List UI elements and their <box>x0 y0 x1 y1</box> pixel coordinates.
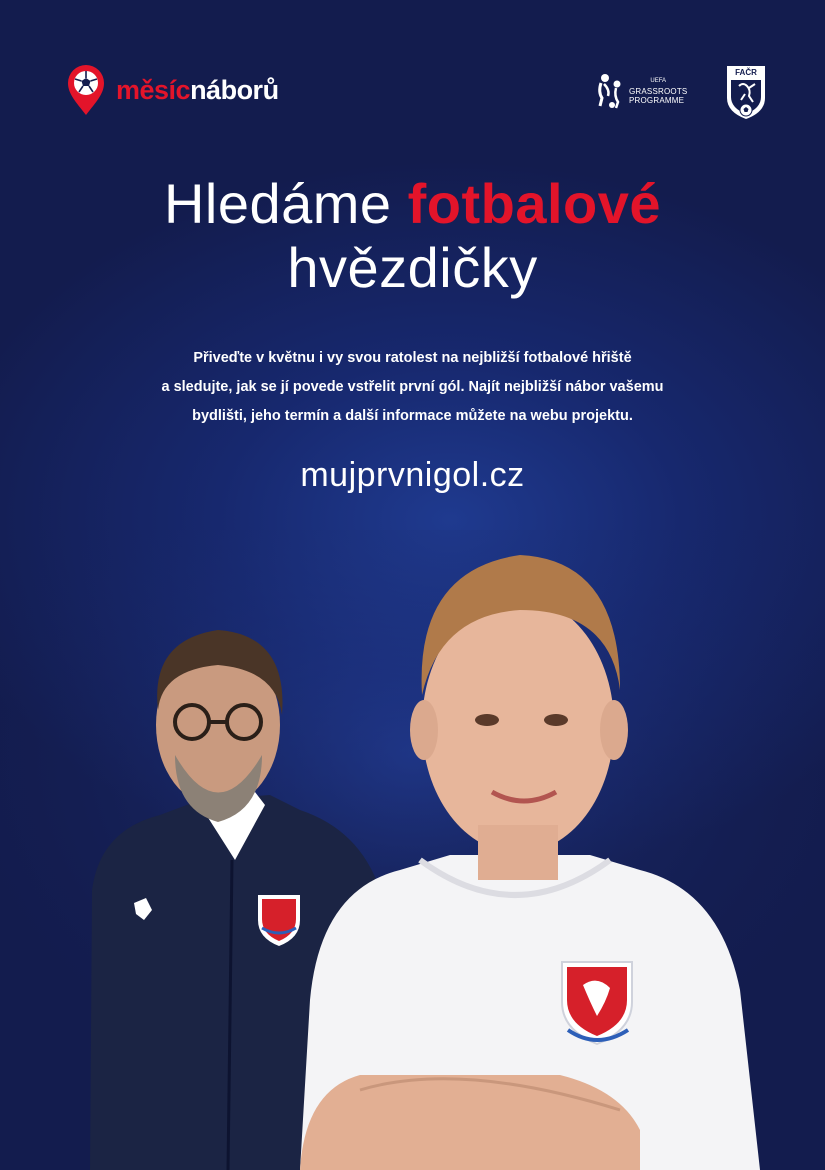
headline-plain: Hledáme <box>163 172 392 235</box>
body-line-3: bydlišti, jeho termín a další informace můžete na webu projektu. <box>192 408 633 424</box>
headline-line-1 <box>0 172 825 236</box>
headline <box>0 172 825 300</box>
facr-logo[interactable] <box>725 64 767 120</box>
coach-and-boy-photo <box>0 530 825 1170</box>
body-copy <box>130 344 695 431</box>
uefa-line-1: GRASSROOTS <box>629 87 688 96</box>
uefa-grassroots-text <box>629 77 687 105</box>
brand-name <box>116 75 279 106</box>
body-line-2: a sledujte, jak se jí povede vstřelit první gól. Najít nejbližší nábor vašemu <box>161 379 664 395</box>
website-link[interactable]: mujprvnigol.cz <box>300 456 525 494</box>
brand-name-part-b: náborů <box>190 74 279 105</box>
headline-line-2: hvězdičky <box>287 236 538 299</box>
facr-label: FAČR <box>735 68 757 77</box>
headline-highlight: fotbalové <box>407 172 662 235</box>
location-pin-ball-icon <box>66 64 106 116</box>
uefa-grassroots-icon <box>596 72 626 110</box>
body-line-1: Přiveďte v květnu i vy svou ratolest na nejbližší fotbalové hřiště <box>193 350 632 366</box>
mesic-naboru-logo[interactable] <box>66 64 279 116</box>
brand-name-part-a: měsíc <box>116 74 191 105</box>
uefa-line-2: PROGRAMME <box>629 96 685 105</box>
uefa-grassroots-logo[interactable] <box>596 72 687 110</box>
uefa-label: UEFA <box>650 78 667 84</box>
